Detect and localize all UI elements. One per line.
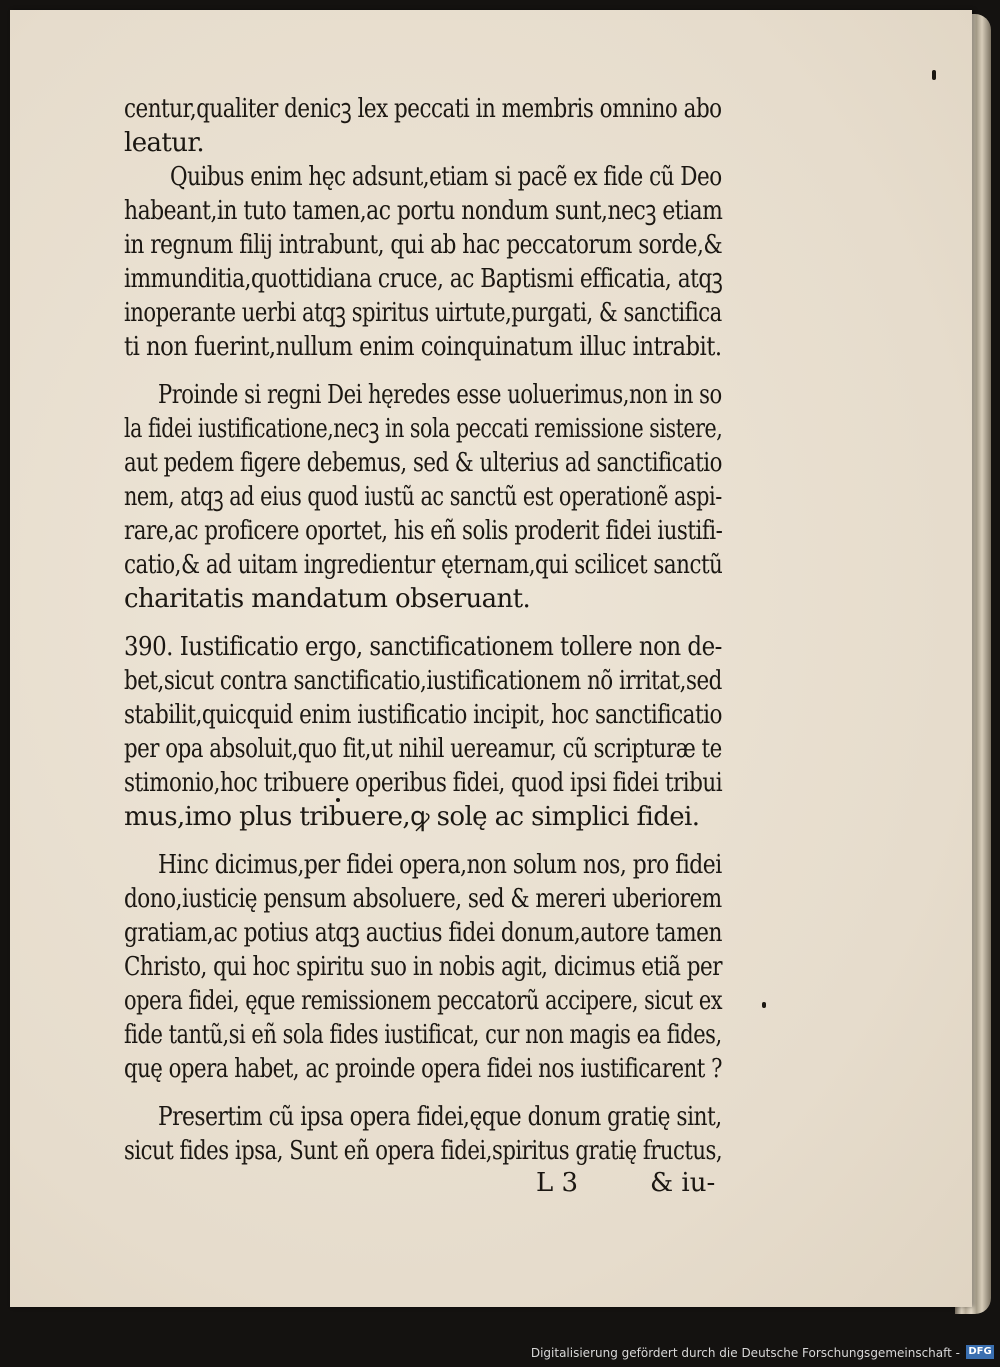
text-line-1: centur,qualiter denicꝫ lex peccati in membris omnino abo [124, 94, 722, 124]
text-line-20: stimonio,hoc tribuere operibus fidei, quod ipsi fidei tribui [124, 768, 723, 798]
text-line-3: Quibus enim hęc adsunt,etiam si pacẽ ex fide cũ Deo [170, 162, 722, 192]
ink-mark [932, 70, 936, 80]
text-line-15: charitatis mandatum obseruant. [124, 584, 531, 614]
text-line-5: in regnum filij intrabunt, qui ab hac peccatorum sorde,& [124, 230, 723, 260]
catchword: & iu- [650, 1168, 716, 1198]
text-line-30: sicut fides ipsa, Sunt eñ opera fidei,spiritus gratię fructus, [124, 1136, 723, 1166]
footer-credit: Digitalisierung gefördert durch die Deutsche Forschungsgemeinschaft - [530, 1346, 960, 1360]
text-line-10: la fidei iustificatione,necꝫ in sola peccati remissione sistere, [124, 414, 723, 444]
text-line-21: mus,imo plus tribuere,ꝙ solę ac simplici fidei. [124, 802, 700, 832]
ink-dot [336, 798, 340, 802]
page-text [10, 10, 972, 1307]
ink-dot [762, 1002, 766, 1008]
text-line-2: leatur. [124, 128, 205, 158]
text-line-28: quę opera habet, ac proinde opera fidei nos iustificarent ? [124, 1054, 722, 1084]
digitization-footer [0, 1340, 1000, 1367]
text-line-7: inoperante uerbi atqꝫ spiritus uirtute,purgati, & sanctifica [124, 298, 722, 328]
text-line-16: 390. Iustificatio ergo, sanctificationem tollere non de- [124, 632, 722, 662]
text-line-17: bet,sicut contra sanctificatio,iustificationem nõ irritat,sed [124, 666, 722, 696]
text-line-11: aut pedem figere debemus, sed & ulterius ad sanctificatio [124, 448, 722, 478]
text-line-9: Proinde si regni Dei hęredes esse uoluerimus,non in so [158, 380, 722, 410]
signature-mark: L 3 [536, 1168, 579, 1198]
text-line-14: catio,& ad uitam ingredientur ęternam,qui scilicet sanctũ [124, 550, 723, 580]
text-line-27: fide tantũ,si eñ sola fides iustificat, cur non magis ea fides, [124, 1020, 722, 1050]
text-line-8: ti non fuerint,nullum enim coinquinatum illuc intrabit. [124, 332, 722, 362]
text-line-25: Christo, qui hoc spiritu suo in nobis agit, dicimus etiã per [124, 952, 723, 982]
text-line-6: immunditia,quottidiana cruce, ac Baptismi efficatia, atqꝫ [124, 264, 723, 294]
text-line-18: stabilit,quicquid enim iustificatio incipit, hoc sanctificatio [124, 700, 722, 730]
text-line-19: per opa absoluit,quo fit,ut nihil uereamur, cũ scripturæ te [124, 734, 722, 764]
text-line-24: gratiam,ac potius atqꝫ auctius fidei donum,autore tamen [124, 918, 722, 948]
book-page [10, 10, 972, 1307]
text-line-12: nem, atqꝫ ad eius quod iustũ ac sanctũ est operationẽ aspi- [124, 482, 722, 512]
text-line-29: Presertim cũ ipsa opera fidei,ęque donum gratię sint, [158, 1102, 722, 1132]
text-line-13: rare,ac proficere oportet, his eñ solis proderit fidei iustifi- [124, 516, 723, 546]
text-line-4: habeant,in tuto tamen,ac portu nondum sunt,necꝫ etiam [124, 196, 723, 226]
text-line-23: dono,iusticię pensum absoluere, sed & mereri uberiorem [124, 884, 722, 914]
text-line-26: opera fidei, ęque remissionem peccatorũ accipere, sicut ex [124, 986, 723, 1016]
text-line-22: Hinc dicimus,per fidei opera,non solum nos, pro fidei [158, 850, 722, 880]
dfg-logo-icon: DFG [966, 1345, 994, 1359]
